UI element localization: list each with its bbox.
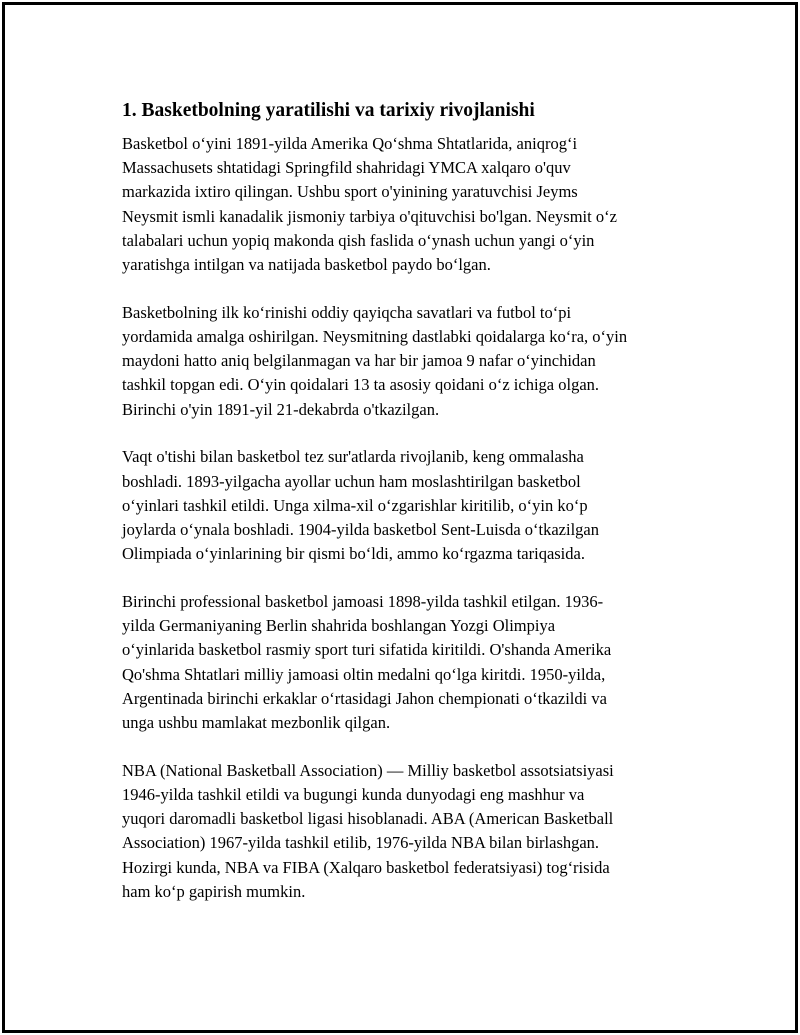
- paragraph-line: Basketbol o‘yini 1891-yilda Amerika Qo‘shma Shtatlarida, aniqrog‘i: [122, 134, 578, 153]
- paragraph-line: yordamida amalga oshirilgan. Neysmitning dastlabki qoidalarga ko‘ra, o‘yin: [122, 327, 628, 347]
- paragraph-line: tashkil topgan edi. O‘yin qoidalari 13 ta asosiy qoidani o‘z ichiga olgan.: [122, 375, 600, 395]
- paragraph-line: 1946-yilda tashkil etildi va bugungi kunda dunyodagi eng mashhur va: [122, 785, 585, 805]
- section-heading: 1. Basketbolning yaratilishi va tarixiy rivojlanishi: [122, 100, 535, 121]
- paragraph-line: yilda Germaniyaning Berlin shahrida boshlangan Yozgi Olimpiya: [122, 616, 556, 636]
- paragraph-line: Birinchi professional basketbol jamoasi 1898-yilda tashkil etilgan. 1936-: [122, 592, 604, 612]
- paragraph-line: unga ushbu mamlakat mezbonlik qilgan.: [122, 713, 391, 733]
- paragraph-line: o‘yinlari tashkil etildi. Unga xilma-xil o‘zgarishlar kiritilib, o‘yin ko‘p: [122, 495, 588, 515]
- paragraph: [122, 301, 692, 422]
- paragraph-line: NBA (National Basketball Association) — Milliy basketbol assotsiatsiyasi: [122, 760, 614, 780]
- paragraph-line: Olimpiada o‘yinlarining bir qismi bo‘ldi, ammo ko‘rgazma tariqasida.: [122, 544, 585, 564]
- paragraph-line: maydoni hatto aniq belgilanmagan va har bir jamoa 9 nafar o‘yinchidan: [122, 351, 596, 371]
- paragraph-line: joylarda o‘ynala boshladi. 1904-yilda basketbol Sent-Luisda o‘tkazilgan: [122, 520, 600, 540]
- paragraph-line: Massachusets shtatidagi Springfild shahridagi YMCA xalqaro o'quv: [122, 158, 571, 178]
- paragraph-line: ham ko‘p gapirish mumkin.: [122, 881, 306, 901]
- paragraph-line: yuqori daromadli basketbol ligasi hisoblanadi. ABA (American Basketball: [122, 809, 614, 829]
- paragraph-line: Association) 1967-yilda tashkil etilib, 1976-yilda NBA bilan birlashgan.: [122, 833, 600, 853]
- paragraph-line: Birinchi o'yin 1891-yil 21-dekabrda o'tkazilgan.: [122, 399, 440, 419]
- paragraph-line: Qo'shma Shtatlari milliy jamoasi oltin medalni qo‘lga kiritdi. 1950-yilda,: [122, 664, 606, 684]
- paragraph-line: yaratishga intilgan va natijada basketbol paydo bo‘lgan.: [122, 255, 491, 275]
- paragraph: [122, 590, 692, 735]
- paragraph-line: Hozirgi kunda, NBA va FIBA (Xalqaro basketbol federatsiyasi) tog‘risida: [122, 857, 610, 877]
- paragraph-line: talabalari uchun yopiq makonda qish faslida o‘ynash uchun yangi o‘yin: [122, 230, 595, 250]
- paragraph-line: Argentinada birinchi erkaklar o‘rtasidagi Jahon chempionati o‘tkazildi va: [122, 688, 607, 708]
- paragraph: [122, 445, 692, 566]
- paragraph: [122, 759, 692, 904]
- paragraph-line: o‘yinlarida basketbol rasmiy sport turi sifatida kiritildi. O'shanda Amerika: [122, 640, 612, 660]
- document-body: [122, 99, 692, 928]
- paragraph-list: [122, 132, 692, 904]
- paragraph-line: markazida ixtiro qilingan. Ushbu sport o'yinining yaratuvchisi Jeyms: [122, 182, 578, 202]
- paragraph-line: Neysmit ismli kanadalik jismoniy tarbiya o'qituvchisi bo'lgan. Neysmit o‘z: [122, 206, 617, 226]
- paragraph-line: boshladi. 1893-yilgacha ayollar uchun ham moslashtirilgan basketbol: [122, 471, 581, 491]
- paragraph-line: Vaqt o'tishi bilan basketbol tez sur'atlarda rivojlanib, keng ommalasha: [122, 447, 584, 467]
- paragraph-line: Basketbolning ilk ko‘rinishi oddiy qayiqcha savatlari va futbol to‘pi: [122, 302, 572, 322]
- paragraph: [122, 132, 692, 277]
- page-frame: [2, 2, 798, 1033]
